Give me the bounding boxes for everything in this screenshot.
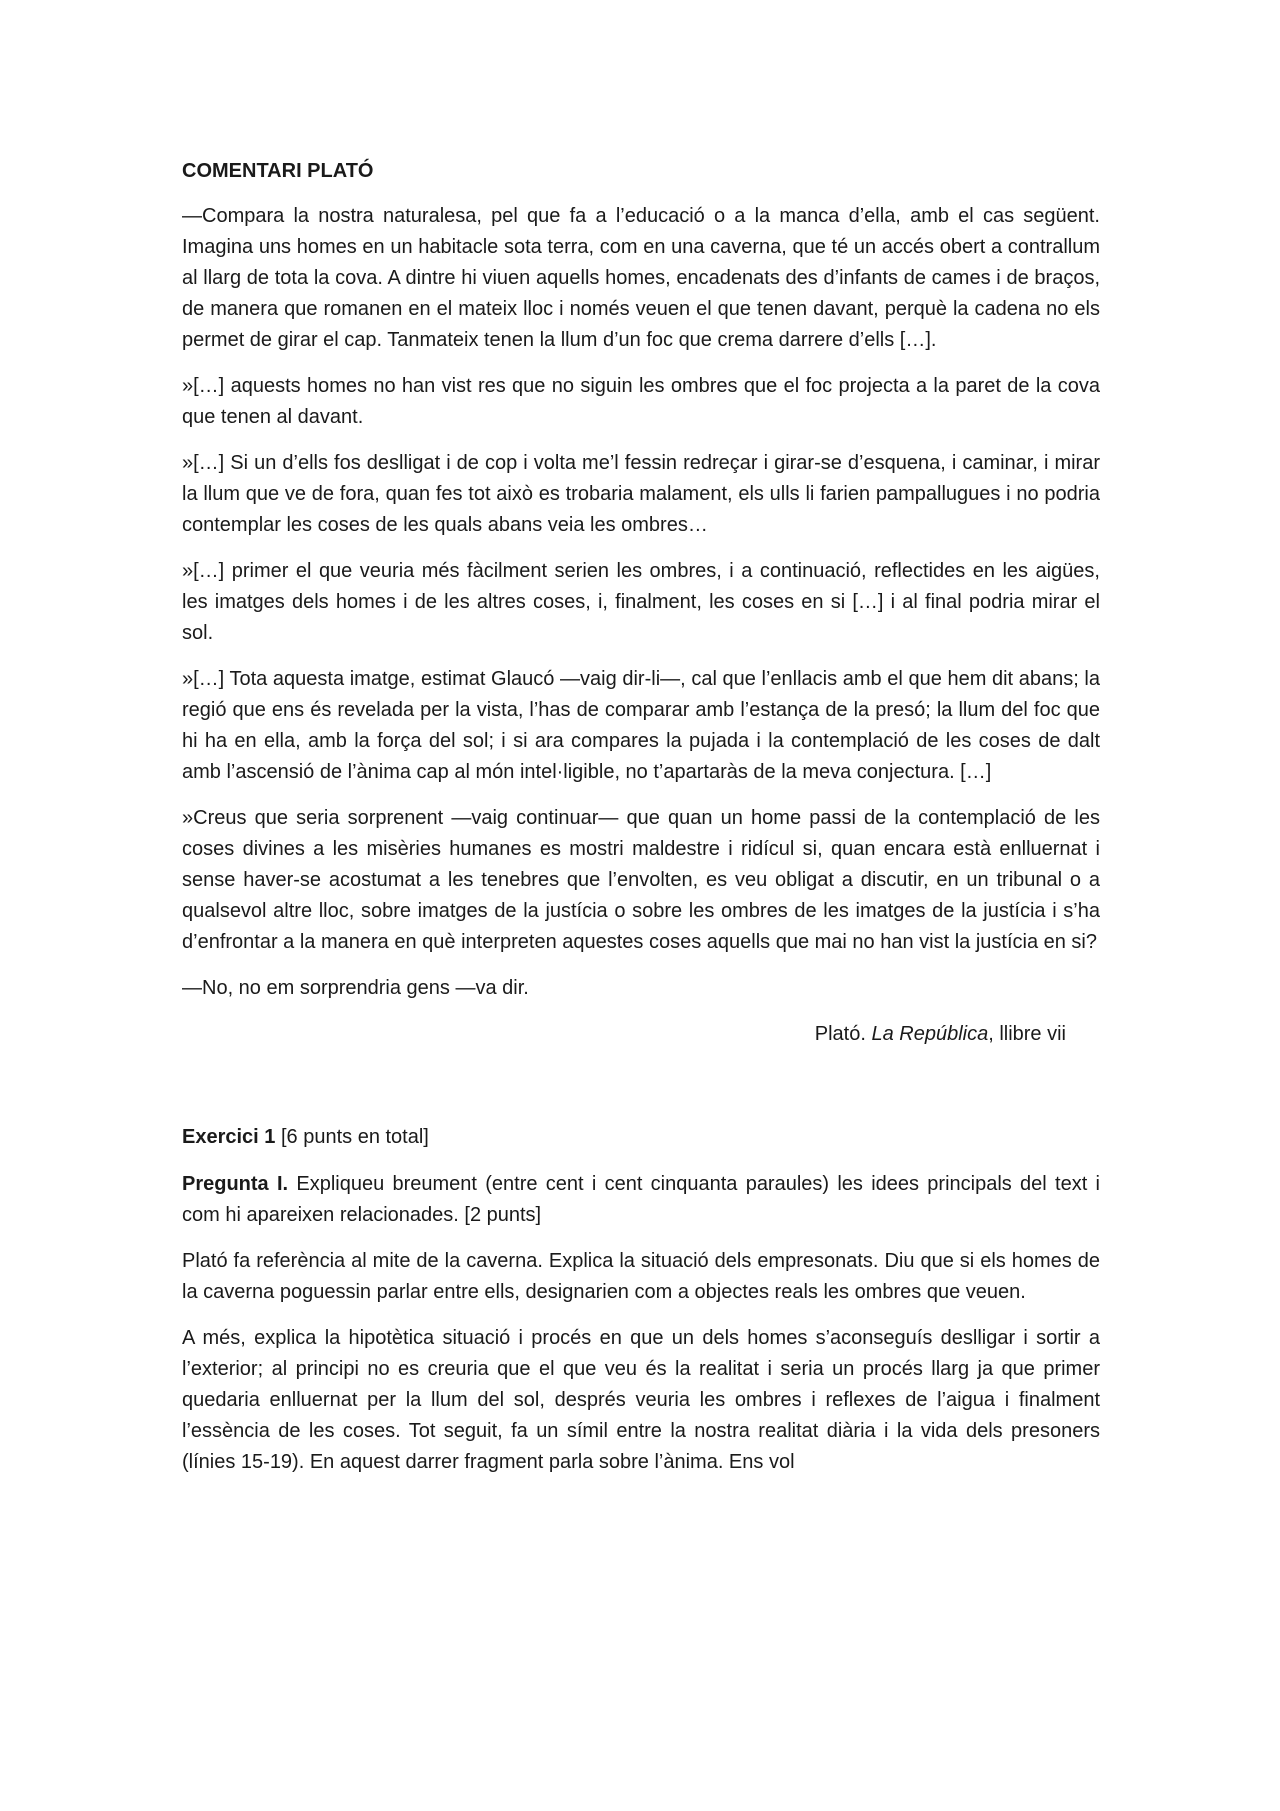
citation [182,1019,1100,1050]
quote-paragraph: »[…] primer el que veuria més fàcilment serien les ombres, i a continuació, reflectides en les aigües, les imatges dels homes i de les altres coses, i, finalment, les coses en si […] i al final podria mirar el sol. [182,560,1100,644]
citation-work: La República [871,1023,989,1045]
question-paragraph [182,1169,1100,1231]
citation-author: Plató. [814,1023,866,1045]
quote-paragraph: »[…] Tota aquesta imatge, estimat Glaucó —vaig dir-li—, cal que l’enllacis amb el que hem dit abans; la regió que ens és revelada per la vista, l’has de comparar amb l’estança de la presó; la llum del foc que hi ha en ella, amb la força del sol; i si ara compares la pujada i la contemplació de les coses de dalt amb l’ascensió de l’ànima cap al món intel·ligible, no t’apartaràs de la meva conjectura. […] [182,668,1100,783]
citation-rest: , llibre vii [988,1023,1066,1045]
quote-paragraph: —Compara la nostra naturalesa, pel que fa a l’educació o a la manca d’ella, amb el cas següent. Imagina uns homes en un habitacle sota terra, com en una caverna, que té un accés obert a contrallum al llarg de tota la cova. A dintre hi viuen aquells homes, encadenats des d’infants de cames i de braços, de manera que romanen en el mateix lloc i només veuen el que tenen davant, perquè la cadena no els permet de girar el cap. Tanmateix tenen la llum d’un foc que crema darrere d’ells […]. [182,205,1100,351]
document-title: COMENTARI PLATÓ [182,160,374,182]
exercise-label: Exercici 1 [182,1126,276,1148]
answer-paragraph: Plató fa referència al mite de la caverna. Explica la situació dels empresonats. Diu que si els homes de la caverna poguessin parlar entre ells, designarien com a objectes reals les ombres que veuen. [182,1250,1100,1303]
exercise-points: [6 punts en total] [275,1126,429,1148]
quote-paragraph: —No, no em sorprendria gens —va dir. [182,977,529,999]
quote-paragraph: »[…] aquests homes no han vist res que no siguin les ombres que el foc projecta a la paret de la cova que tenen al davant. [182,375,1100,428]
question-text: Expliqueu breument (entre cent i cent cinquanta paraules) les idees principals del text i com hi apareixen relacionades. [2 punts] [182,1173,1100,1226]
document-page [182,156,1100,1493]
exercise-heading [182,1122,1100,1153]
question-label: Pregunta I. [182,1173,289,1195]
answer-paragraph: A més, explica la hipotètica situació i procés en que un dels homes s’aconseguís deslligar i sortir a l’exterior; al principi no es creuria que el que veu és la realitat i seria un procés llarg ja que primer quedaria enlluernat per la llum del sol, després veuria les ombres i reflexes de l’aigua i finalment l’essència de les coses. Tot seguit, fa un símil entre la nostra realitat diària i la vida dels presoners (línies 15-19). En aquest darrer fragment parla sobre l’ànima. Ens vol [182,1327,1100,1473]
quote-paragraph: »[…] Si un d’ells fos deslligat i de cop i volta me’l fessin redreçar i girar-se d’esquena, i caminar, i mirar la llum que ve de fora, quan fes tot això es trobaria malament, els ulls li farien pampallugues i no podria contemplar les coses de les quals abans veia les ombres… [182,452,1100,536]
quote-paragraph: »Creus que seria sorprenent —vaig continuar— que quan un home passi de la contemplació de les coses divines a les misèries humanes es mostri maldestre i ridícul si, quan encara està enlluernat i sense haver-se acostumat a les tenebres que l’envolten, es veu obligat a discutir, en un tribunal o a qualsevol altre lloc, sobre imatges de la justícia o sobre les ombres de les imatges de la justícia i s’ha d’enfrontar a la manera en què interpreten aquestes coses aquells que mai no han vist la justícia en si? [182,807,1100,953]
section-spacer [182,1050,1100,1122]
